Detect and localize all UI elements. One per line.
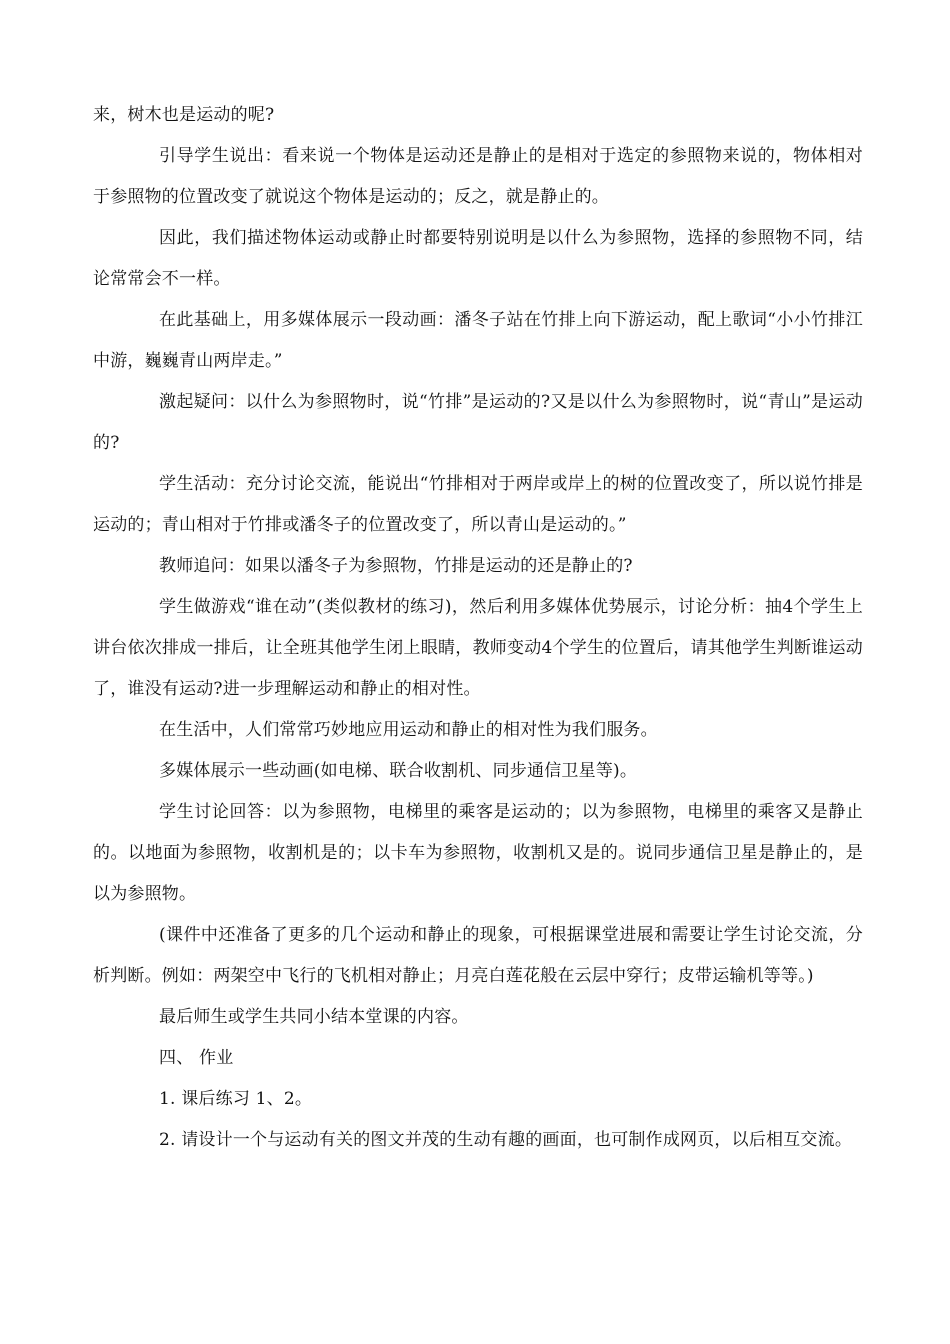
paragraph-raise-question: 激起疑问：以什么为参照物时，说“竹排”是运动的?又是以什么为参照物时，说“青山”是运动的? <box>93 392 863 453</box>
paragraph-guide-students: 引导学生说出：看来说一个物体是运动还是静止的是相对于选定的参照物来说的，物体相对于参照物的位置改变了就说这个物体是运动的；反之，就是静止的。 <box>93 146 863 207</box>
paragraph-game: 学生做游戏“谁在动”(类似教材的练习)，然后利用多媒体优势展示，讨论分析：抽4个学生上讲台依次排成一排后，让全班其他学生闭上眼睛，教师变动4个学生的位置后，请其他学生判断谁运动了，谁没有运动?进一步理解运动和静止的相对性。 <box>93 597 863 699</box>
homework-item-1: 1. 课后练习 1、2。 <box>159 1089 313 1109</box>
paragraph-courseware-note: (课件中还准备了更多的几个运动和静止的现象，可根据课堂进展和需要让学生讨论交流，分析判断。例如：两架空中飞行的飞机相对静止；月亮白莲花般在云层中穿行；皮带运输机等等。) <box>93 925 863 986</box>
document-body <box>93 95 863 1161</box>
paragraph-discussion-answers: 学生讨论回答：以为参照物，电梯里的乘客是运动的；以为参照物，电梯里的乘客又是静止的。以地面为参照物，收割机是的；以卡车为参照物，收割机又是的。说同步通信卫星是静止的，是以为参照物。 <box>93 802 863 904</box>
paragraph-continuation: 来，树木也是运动的呢? <box>93 105 275 125</box>
paragraph-teacher-followup: 教师追问：如果以潘冬子为参照物，竹排是运动的还是静止的? <box>159 556 633 576</box>
paragraph-multimedia-examples: 多媒体展示一些动画(如电梯、联合收割机、同步通信卫星等)。 <box>159 761 638 781</box>
paragraph-student-activity: 学生活动：充分讨论交流，能说出“竹排相对于两岸或岸上的树的位置改变了，所以说竹排是运动的；青山相对于竹排或潘冬子的位置改变了，所以青山是运动的。” <box>93 474 863 535</box>
paragraph-summary: 最后师生或学生共同小结本堂课的内容。 <box>159 1007 469 1027</box>
paragraph-in-life: 在生活中，人们常常巧妙地应用运动和静止的相对性为我们服务。 <box>159 720 658 740</box>
homework-item-2: 2. 请设计一个与运动有关的图文并茂的生动有趣的画面，也可制作成网页，以后相互交流。 <box>159 1130 853 1150</box>
paragraph-therefore: 因此，我们描述物体运动或静止时都要特别说明是以什么为参照物，选择的参照物不同，结论常常会不一样。 <box>93 228 863 289</box>
paragraph-multimedia-animation: 在此基础上，用多媒体展示一段动画：潘冬子站在竹排上向下游运动，配上歌词“小小竹排江中游，巍巍青山两岸走。” <box>93 310 863 371</box>
section-heading-homework: 四、 作业 <box>159 1048 234 1068</box>
